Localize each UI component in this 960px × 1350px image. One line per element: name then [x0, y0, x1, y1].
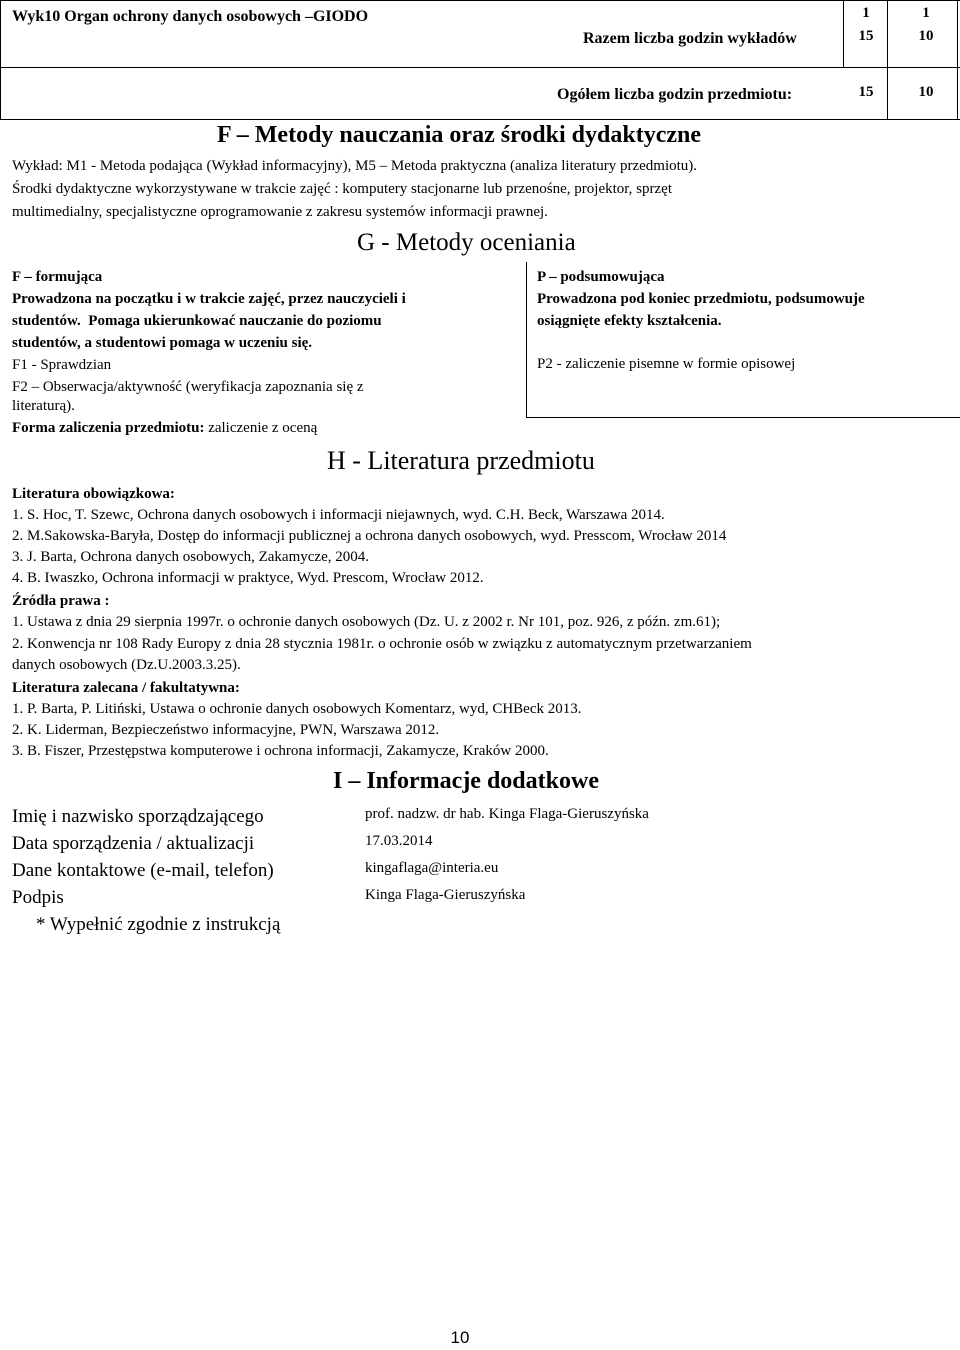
ogolem-label: Ogółem liczba godzin przedmiotu: [557, 86, 793, 103]
info-value-author: prof. nadzw. dr hab. Kinga Flaga-Gieruszyńska [365, 806, 649, 822]
required-literature-item: 3. J. Barta, Ochrona danych osobowych, Zakamycze, 2004. [12, 549, 369, 565]
formative-title: F – formująca [12, 269, 103, 285]
f2-item-line-2: literaturą). [12, 398, 75, 414]
row1-value-1: 1 [862, 5, 870, 21]
page-number: 10 [450, 1328, 470, 1347]
recommended-literature-item: 2. K. Liderman, Bezpieczeństwo informacyjne, PWN, Warszawa 2012. [12, 722, 440, 738]
razem-value-1: 15 [858, 28, 874, 44]
recommended-literature-label: Literatura zalecana / fakultatywna: [12, 680, 240, 696]
info-label-author: Imię i nazwisko sporządzającego [12, 806, 264, 827]
section-f-line-1: Wykład: M1 - Metoda podająca (Wykład informacyjny), M5 – Metoda praktyczna (analiza literatury przedmiotu). [12, 158, 698, 174]
section-f-line-2: Środki dydaktyczne wykorzystywane w trakcie zajęć : komputery stacjonarne lub przenośne, projektor, sprzęt [12, 181, 672, 197]
formative-line-3: studentów, a studentowi pomaga w uczeniu się. [12, 335, 313, 351]
razem-label: Razem liczba godzin wykładów [583, 30, 797, 47]
info-value-contact: kingaflaga@interia.eu [365, 860, 499, 876]
recommended-literature-item: 1. P. Barta, P. Litiński, Ustawa o ochronie danych osobowych Komentarz, wyd, CHBeck 2013. [12, 701, 582, 717]
required-literature-item: 2. M.Sakowska-Baryła, Dostęp do informacji publicznej a ochrona danych osobowych, wyd. Presscom, Wrocław 2014 [12, 528, 727, 544]
legal-source-item: danych osobowych (Dz.U.2003.3.25). [12, 657, 241, 673]
assessment-form: Forma zaliczenia przedmiotu: zaliczenie z oceną [12, 420, 318, 436]
recommended-literature-item: 3. B. Fiszer, Przestępstwa komputerowe i ochrona informacji, Zakamycze, Kraków 2000. [12, 743, 549, 759]
course-unit-title: Wyk10 Organ ochrony danych osobowych –GIODO [12, 8, 369, 25]
ogolem-value-1: 15 [858, 84, 874, 100]
formative-line-2: studentów. Pomaga ukierunkować nauczanie do poziomu [12, 313, 382, 329]
f1-item: F1 - Sprawdzian [12, 357, 112, 373]
info-label-contact: Dane kontaktowe (e-mail, telefon) [12, 860, 274, 881]
legal-sources-label: Źródła prawa : [12, 593, 110, 609]
legal-source-item: 2. Konwencja nr 108 Rady Europy z dnia 28 stycznia 1981r. o ochronie osób w związku z automatycznym przetwarzaniem [12, 636, 752, 652]
summative-line-1: Prowadzona pod koniec przedmiotu, podsumowuje [537, 291, 865, 307]
section-f-line-3: multimedialny, specjalistyczne oprogramowanie z zakresu systemów informacji prawnej. [12, 204, 548, 220]
section-h-heading: H - Literatura przedmiotu [327, 446, 595, 475]
f2-item-line-1: F2 – Obserwacja/aktywność (weryfikacja zapoznania się z [12, 379, 364, 395]
info-value-signature: Kinga Flaga-Gieruszyńska [365, 887, 526, 903]
section-i-heading: I – Informacje dodatkowe [333, 768, 599, 794]
section-f-heading: F – Metody nauczania oraz środki dydaktyczne [217, 122, 701, 148]
info-value-date: 17.03.2014 [365, 833, 433, 849]
required-literature-label: Literatura obowiązkowa: [12, 486, 175, 502]
row1-value-2: 1 [922, 5, 930, 21]
p2-item: P2 - zaliczenie pisemne w formie opisowej [537, 356, 796, 372]
section-g-heading: G - Metody oceniania [357, 229, 576, 256]
footnote: * Wypełnić zgodnie z instrukcją [36, 914, 281, 935]
required-literature-item: 1. S. Hoc, T. Szewc, Ochrona danych osobowych i informacji niejawnych, wyd. C.H. Beck, Warszawa 2014. [12, 507, 665, 523]
info-label-signature: Podpis [12, 887, 64, 908]
ogolem-value-2: 10 [918, 84, 934, 100]
razem-value-2: 10 [918, 28, 934, 44]
legal-source-item: 1. Ustawa z dnia 29 sierpnia 1997r. o ochronie danych osobowych (Dz. U. z 2002 r. Nr 101, poz. 926, z późn. zm.61); [12, 614, 721, 630]
info-label-date: Data sporządzenia / aktualizacji [12, 833, 255, 854]
formative-line-1: Prowadzona na początku i w trakcie zajęć, przez nauczycieli i [12, 291, 406, 307]
summative-title: P – podsumowująca [537, 269, 665, 285]
required-literature-item: 4. B. Iwaszko, Ochrona informacji w praktyce, Wyd. Prescom, Wrocław 2012. [12, 570, 484, 586]
summative-line-2: osiągnięte efekty kształcenia. [537, 313, 722, 329]
